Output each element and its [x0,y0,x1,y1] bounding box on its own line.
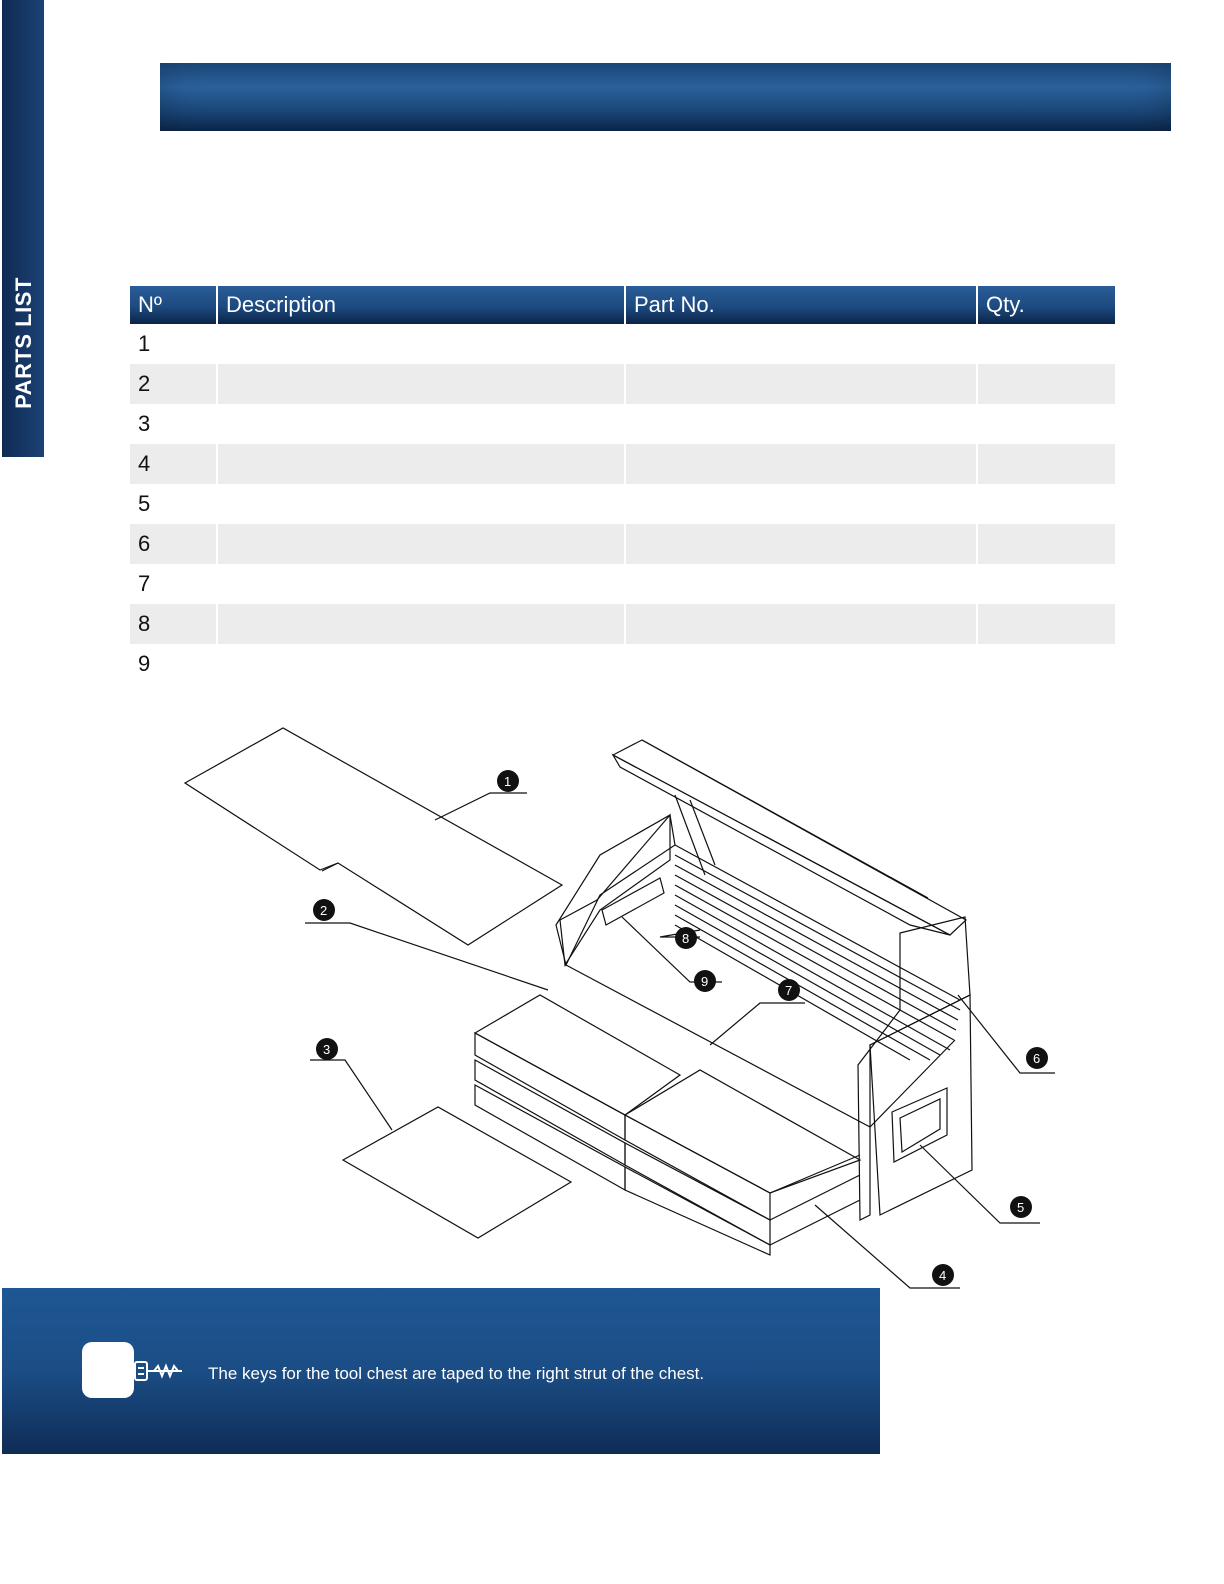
cell-description [218,364,624,404]
cell-number: 2 [130,364,216,404]
cell-number: 5 [138,491,151,516]
cell-description [218,604,624,644]
svg-text:6: 6 [1033,1051,1041,1066]
cell-part-no [626,324,976,364]
cell-number: 3 [138,411,151,436]
svg-text:9: 9 [701,974,709,989]
cell-part-no [626,524,976,564]
note-box [2,1288,880,1454]
drawer-stack-right [625,1070,860,1255]
table-row [130,644,1115,684]
cell-part-no [626,404,976,444]
column-header-qty: Qty. [978,286,1115,324]
cell-number: 8 [130,604,216,644]
svg-text:3: 3 [323,1042,331,1057]
liner-sheet-drawer [343,1107,571,1238]
cell-qty [978,644,1115,684]
cell-description [218,484,624,524]
callout-8 [675,927,697,949]
cell-part-no [626,644,976,684]
table-row [130,524,1115,564]
table-row [130,564,1115,604]
cell-number: 4 [130,444,216,484]
svg-text:7: 7 [785,983,793,998]
callout-3 [316,1038,338,1060]
cell-qty [978,524,1115,564]
cell-description [218,404,624,444]
svg-text:5: 5 [1017,1200,1025,1215]
cell-qty [978,564,1115,604]
liner-sheet-top [185,728,562,945]
svg-text:1: 1 [504,774,512,789]
callout-1 [497,770,519,792]
table-row [130,324,1115,364]
back-panel-louvers [675,845,960,1060]
cell-part-no [626,604,976,644]
callout-5 [1010,1196,1032,1218]
cell-description [218,644,624,684]
cell-part-no [626,564,976,604]
cell-qty [978,444,1115,484]
cell-number: 6 [130,524,216,564]
cell-description [218,444,624,484]
cell-description [218,324,624,364]
svg-text:2: 2 [320,903,328,918]
cell-number: 1 [138,331,151,356]
cell-qty [978,324,1115,364]
header-banner [160,63,1171,131]
cell-qty [978,484,1115,524]
svg-text:8: 8 [682,931,690,946]
drawer-stack-left [475,995,680,1190]
cell-number: 7 [138,571,151,596]
callout-7 [778,979,800,1001]
cell-part-no [626,444,976,484]
column-header-number: Nº [130,286,216,324]
exploded-view-diagram [170,715,1070,1295]
chest-right-side [858,917,970,1220]
table-row [130,404,1115,444]
cell-qty [978,364,1115,404]
column-header-part-no: Part No. [626,286,976,324]
table-row [130,444,1115,484]
callout-2 [313,899,335,921]
table-row [130,484,1115,524]
callout-6 [1026,1047,1048,1069]
callout-4 [932,1264,954,1286]
cell-description [218,524,624,564]
cell-number: 9 [138,651,151,676]
cell-description [218,564,624,604]
cell-qty [978,604,1115,644]
svg-text:4: 4 [939,1268,947,1283]
table-row [130,364,1115,404]
parts-table [128,286,1117,684]
table-row [130,604,1115,644]
note-icon-tile [82,1342,134,1398]
table-header-row [130,286,1115,324]
section-label: PARTS LIST [11,277,36,409]
note-text: The keys for the tool chest are taped to the right strut of the chest. [208,1364,705,1383]
key-icon [132,1356,188,1386]
cell-part-no [626,364,976,404]
cell-part-no [626,484,976,524]
cell-qty [978,404,1115,444]
side-tab [2,0,44,457]
column-header-description: Description [218,286,624,324]
callout-9 [694,970,716,992]
